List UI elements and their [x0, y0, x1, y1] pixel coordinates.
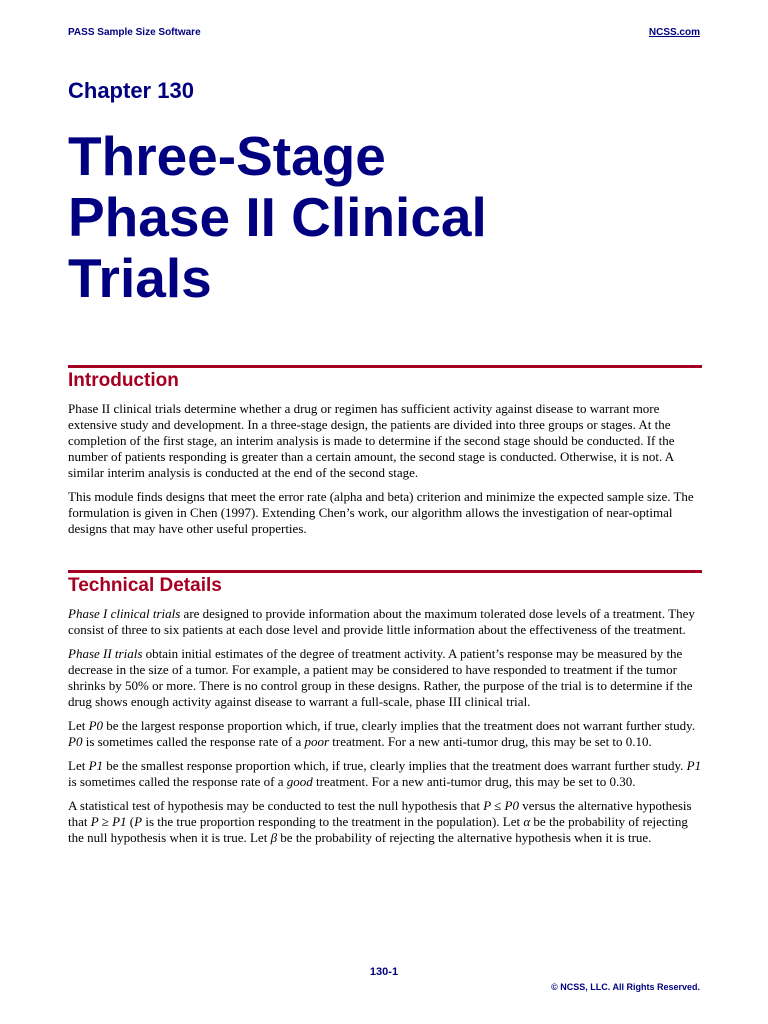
introduction-body	[68, 401, 702, 545]
title-line: Phase II Clinical	[68, 186, 487, 248]
math-alternative-hypothesis: P ≥ P1	[90, 814, 127, 829]
text: Let	[68, 718, 89, 733]
text: be the probability of rejecting the alternative hypothesis when it is true.	[277, 830, 652, 845]
text: is sometimes called the response rate of a	[82, 734, 305, 749]
text: be the largest response proportion which, if true, clearly implies that the treatment does not warrant further study.	[103, 718, 696, 733]
text: treatment. For a new anti-tumor drug, this may be set to 0.10.	[329, 734, 652, 749]
text: Let	[68, 758, 89, 773]
copyright: © NCSS, LLC. All Rights Reserved.	[551, 982, 700, 992]
italic-term: Phase II trials	[68, 646, 143, 661]
page-number: 130-1	[369, 966, 399, 978]
section-divider	[68, 365, 702, 368]
text: A statistical test of hypothesis may be conducted to test the null hypothesis that	[68, 798, 484, 813]
symbol: P	[134, 814, 143, 829]
paragraph	[68, 606, 702, 638]
paragraph: This module finds designs that meet the error rate (alpha and beta) criterion and minimize the expected sample size. The formulation is given in Chen (1997). Extending Chen’s work, our algorithm allows the investigation of near-optimal designs that may have other useful properties.	[68, 489, 694, 536]
alpha-symbol: α	[523, 814, 531, 829]
symbol: P1	[88, 758, 104, 773]
text: obtain initial estimates of the degree of treatment activity. A patient’s response may be measured by the decrease in the size of a tumor. For example, a patient may be considered to have responded to treatment if the tumor shrinks by 50% or more. There is no control group in these designs. Rather, the purpose of the trial is to determine if the drug shows enough activity against disease to warrant a full-scale, phase III clinical trial.	[68, 646, 693, 709]
math-null-hypothesis: P ≤ P0	[483, 798, 520, 813]
paragraph: Phase II clinical trials determine whether a drug or regimen has sufficient activity against disease to warrant more extensive study and development. In a three-stage design, the patients are divided into three groups or stages. At the completion of the first stage, an interim analysis is made to determine if the second stage should be conducted. If the number of patients responding is greater than a certain amount, the second stage is conducted. Otherwise, it is not. A similar interim analysis is conducted at the end of the second stage.	[68, 401, 675, 480]
introduction-heading: Introduction	[68, 370, 179, 391]
text: be the smallest response proportion which, if true, clearly implies that the treatment does warrant further study.	[103, 758, 687, 773]
italic-term: Phase I clinical trials	[68, 606, 181, 621]
paragraph	[68, 758, 702, 790]
symbol: P0	[68, 734, 83, 749]
text: versus the alternative hypothesis that	[68, 798, 692, 829]
chapter-label: Chapter 130	[68, 78, 194, 103]
paragraph	[68, 798, 702, 846]
symbol: P1	[686, 758, 702, 773]
italic-term: good	[286, 774, 313, 789]
title-line: Trials	[68, 247, 212, 309]
title-line: Three-Stage	[68, 125, 386, 187]
section-divider	[68, 570, 702, 573]
paragraph	[68, 718, 702, 750]
text: is the true proportion responding to the treatment in the population). Let	[142, 814, 524, 829]
beta-symbol: β	[270, 830, 278, 845]
symbol: P0	[88, 718, 104, 733]
paragraph	[68, 646, 702, 710]
text: (	[126, 814, 135, 829]
page-title	[68, 126, 708, 309]
technical-details-body	[68, 606, 702, 854]
text: are designed to provide information about the maximum tolerated dose levels of a treatment. They consist of three to six patients at each dose level and provide little information about the effectiveness of the treatment.	[68, 606, 695, 637]
technical-details-heading: Technical Details	[68, 575, 222, 596]
text: is sometimes called the response rate of a	[68, 774, 287, 789]
text: be the probability of rejecting the null hypothesis when it is true. Let	[68, 814, 688, 845]
running-header-title: PASS Sample Size Software	[68, 27, 201, 38]
italic-term: poor	[304, 734, 330, 749]
ncss-link[interactable]: NCSS.com	[648, 27, 700, 38]
text: treatment. For a new anti-tumor drug, this may be set to 0.30.	[312, 774, 636, 789]
